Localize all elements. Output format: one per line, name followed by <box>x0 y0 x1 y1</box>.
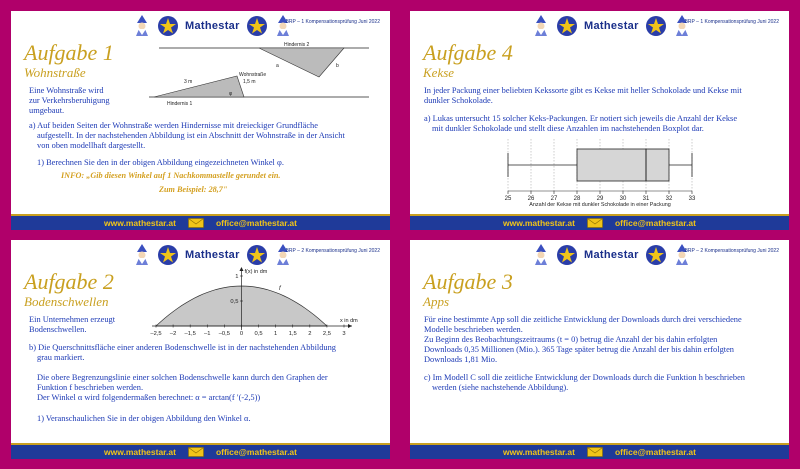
part-c-line: werden (siehe nachstehende Abbildung). <box>432 383 569 392</box>
part-c-line: c) Im Modell C soll die zeitliche Entwicklung der Downloads durch die Funktion h beschrieben <box>424 373 745 382</box>
intro-line: Eine Wohnstraße wird <box>29 86 104 95</box>
star-icon <box>157 15 179 37</box>
slide-header <box>11 240 390 268</box>
website-link[interactable]: www.mathestar.at <box>103 218 176 228</box>
x-tick-label: 2,5 <box>322 331 331 337</box>
email-link[interactable]: office@mathestar.at <box>614 447 696 457</box>
x-tick-label: 1 <box>274 331 278 337</box>
email-link[interactable]: office@mathestar.at <box>215 447 297 457</box>
intro-line: Bodenschwellen. <box>29 325 87 334</box>
star-icon <box>246 15 268 37</box>
slide-footer <box>410 214 789 230</box>
x-tick-label: 33 <box>688 196 696 202</box>
website-link[interactable]: www.mathestar.at <box>502 218 575 228</box>
part-a-line: mit dunkler Schokolade und stellt diese Anzahlen im nachstehenden Boxplot dar. <box>432 124 704 133</box>
task-title: Aufgabe 1 <box>24 40 114 65</box>
intro-line: umgebaut. <box>29 106 65 115</box>
intro-line: Modelle beschrieben werden. <box>424 325 523 334</box>
x-tick-label: –0,5 <box>218 331 231 337</box>
x-tick-label: –2 <box>169 331 177 337</box>
star-icon <box>645 244 667 266</box>
brand-logo <box>530 242 693 268</box>
website-link[interactable]: www.mathestar.at <box>103 447 176 457</box>
task-subtitle: Wohnstraße <box>24 65 86 80</box>
wizard-mascot-icon <box>272 243 294 267</box>
label-a: a <box>276 63 279 69</box>
intro-line: Downloads 1,81 Mio. <box>424 355 498 364</box>
paragraph-line: Funktion f beschrieben werden. <box>37 383 144 392</box>
label-3m: 3 m <box>184 79 193 85</box>
envelope-icon <box>188 218 204 228</box>
star-icon <box>556 15 578 37</box>
exam-label: BRP – 2 Kompensationsprüfung Juni 2022 <box>684 248 779 254</box>
part-b-line: grau markiert. <box>37 353 85 362</box>
brand-logo <box>530 13 693 39</box>
label-b: b <box>336 63 339 69</box>
x-tick-label: 28 <box>573 196 581 202</box>
part-a-line: a) Lukas untersucht 15 solcher Keks-Packungen. Er notiert sich jeweils die Anzahl der Kekse <box>424 114 738 123</box>
slide-footer <box>11 443 390 459</box>
y-tick-label: 1 <box>235 274 239 280</box>
envelope-icon <box>587 447 603 457</box>
slide-header <box>11 11 390 39</box>
star-icon <box>157 244 179 266</box>
star-icon <box>556 244 578 266</box>
x-tick-label: 1,5 <box>288 331 297 337</box>
x-tick-label: 25 <box>504 196 512 202</box>
y-axis-arrow <box>239 267 243 271</box>
question-1: 1) Veranschaulichen Sie in der obigen Abbildung den Winkel α. <box>37 414 251 423</box>
boxplot-chart <box>500 133 700 211</box>
info-line: Zum Beispiel: 28,7" <box>159 185 228 194</box>
label-1-5m: 1,5 m <box>243 79 256 85</box>
x-tick-label: 2 <box>308 331 312 337</box>
part-b-line: b) Die Querschnittsfläche einer anderen Bodenschwelle ist in der nachstehenden Abbildung <box>29 343 336 352</box>
part-a-line: von oben modellhaft dargestellt. <box>37 141 146 150</box>
intro-line: Ein Unternehmen erzeugt <box>29 315 116 324</box>
x-tick-label: 32 <box>665 196 673 202</box>
intro-line: Für eine bestimmte App soll die zeitliche Entwicklung der Downloads durch drei verschiedene <box>424 315 742 324</box>
website-link[interactable]: www.mathestar.at <box>502 447 575 457</box>
x-tick-label: 27 <box>550 196 558 202</box>
email-link[interactable]: office@mathestar.at <box>215 218 297 228</box>
brand-logo <box>131 242 294 268</box>
brand-logo <box>131 13 294 39</box>
wizard-mascot-icon <box>671 243 693 267</box>
label-hindernis-1: Hindernis 1 <box>167 101 193 107</box>
curve-label: f <box>279 286 281 292</box>
slide-header <box>410 11 789 39</box>
brand-name: Mathestar <box>584 20 639 32</box>
slide-header <box>410 240 789 268</box>
intro-line: zur Verkehrsberuhigung <box>29 96 110 105</box>
task-subtitle: Kekse <box>423 65 455 80</box>
street-figure <box>139 39 379 111</box>
wizard-mascot-icon <box>131 243 153 267</box>
info-line: INFO: „Gib diesen Winkel auf 1 Nachkommastelle gerundet ein. <box>61 171 281 180</box>
wizard-mascot-icon <box>272 14 294 38</box>
x-tick-label: –2,5 <box>150 331 162 337</box>
exam-label: BRP – 1 Kompensationsprüfung Juni 2022 <box>285 19 380 25</box>
intro-line: Downloads 0,35 Millionen (Mio.). 365 Tage später betrug die Anzahl der bis dahin erfolgten <box>424 345 734 354</box>
slide-aufgabe-3 <box>410 240 789 459</box>
star-icon <box>246 244 268 266</box>
star-icon <box>645 15 667 37</box>
x-tick-label: 3 <box>342 331 346 337</box>
x-tick-label: 29 <box>596 196 604 202</box>
x-tick-label: –1 <box>204 331 211 337</box>
label-wohnstrasse: Wohnstraße <box>239 72 267 78</box>
task-title: Aufgabe 4 <box>423 40 513 65</box>
intro-line: In jeder Packung einer beliebten Kekssorte gibt es Kekse mit heller Schokolade und Kekse mit <box>424 86 742 95</box>
task-title: Aufgabe 2 <box>24 269 114 294</box>
paragraph-line: Die obere Begrenzungslinie einer solchen Bodenschwelle kann durch den Graphen der <box>37 373 328 382</box>
intro-line: Zu Beginn des Beobachtungszeitraums (t = 0) betrug die Anzahl der bis dahin erfolgten <box>424 335 718 344</box>
x-tick-label: 0 <box>239 331 244 337</box>
email-link[interactable]: office@mathestar.at <box>614 218 696 228</box>
envelope-icon <box>188 447 204 457</box>
wizard-mascot-icon <box>530 243 552 267</box>
slide-footer <box>410 443 789 459</box>
brand-name: Mathestar <box>584 249 639 261</box>
envelope-icon <box>587 218 603 228</box>
brand-name: Mathestar <box>185 20 240 32</box>
x-tick-label: 26 <box>527 196 535 202</box>
wizard-mascot-icon <box>131 14 153 38</box>
part-a-line: aufgestellt. In der nachstehenden Abbildung ist ein Abschnitt der Wohnstraße in der Ansicht <box>37 131 345 140</box>
x-tick-label: 31 <box>642 196 650 202</box>
label-hindernis-2: Hindernis 2 <box>284 42 310 48</box>
x-tick-label: 30 <box>619 196 627 202</box>
wizard-mascot-icon <box>530 14 552 38</box>
x-axis-label: x in dm <box>340 318 358 324</box>
slide-footer <box>11 214 390 230</box>
x-axis-arrow <box>348 324 352 328</box>
exam-label: BRP – 1 Kompensationsprüfung Juni 2022 <box>684 19 779 25</box>
x-tick-label: 0,5 <box>254 331 263 337</box>
question-1: 1) Berechnen Sie den in der obigen Abbildung eingezeichneten Winkel φ. <box>37 158 284 167</box>
part-a-line: a) Auf beiden Seiten der Wohnstraße werden Hindernisse mit dreieckiger Grundfläche <box>29 121 318 130</box>
boxplot-axis-label: Anzahl der Kekse mit dunkler Schokolade in einer Packung <box>529 202 671 208</box>
paragraph-line: Der Winkel α wird folgendermaßen berechnet: α = arctan(f ′(-2,5)) <box>37 393 261 402</box>
bump-graph <box>146 266 376 344</box>
slide-aufgabe-1 <box>11 11 390 230</box>
task-subtitle: Apps <box>423 294 449 309</box>
y-axis-label: f(x) in dm <box>244 269 268 275</box>
wizard-mascot-icon <box>671 14 693 38</box>
slide-aufgabe-2 <box>11 240 390 459</box>
x-tick-label: –1,5 <box>184 331 196 337</box>
task-title: Aufgabe 3 <box>423 269 513 294</box>
task-subtitle: Bodenschwellen <box>24 294 109 309</box>
intro-line: dunkler Schokolade. <box>424 96 493 105</box>
box-q1-q3 <box>577 149 669 181</box>
exam-label: BRP – 2 Kompensationsprüfung Juni 2022 <box>285 248 380 254</box>
brand-name: Mathestar <box>185 249 240 261</box>
slide-aufgabe-4 <box>410 11 789 230</box>
y-tick-label: 0,5 <box>230 299 239 305</box>
label-phi: φ <box>229 91 233 97</box>
